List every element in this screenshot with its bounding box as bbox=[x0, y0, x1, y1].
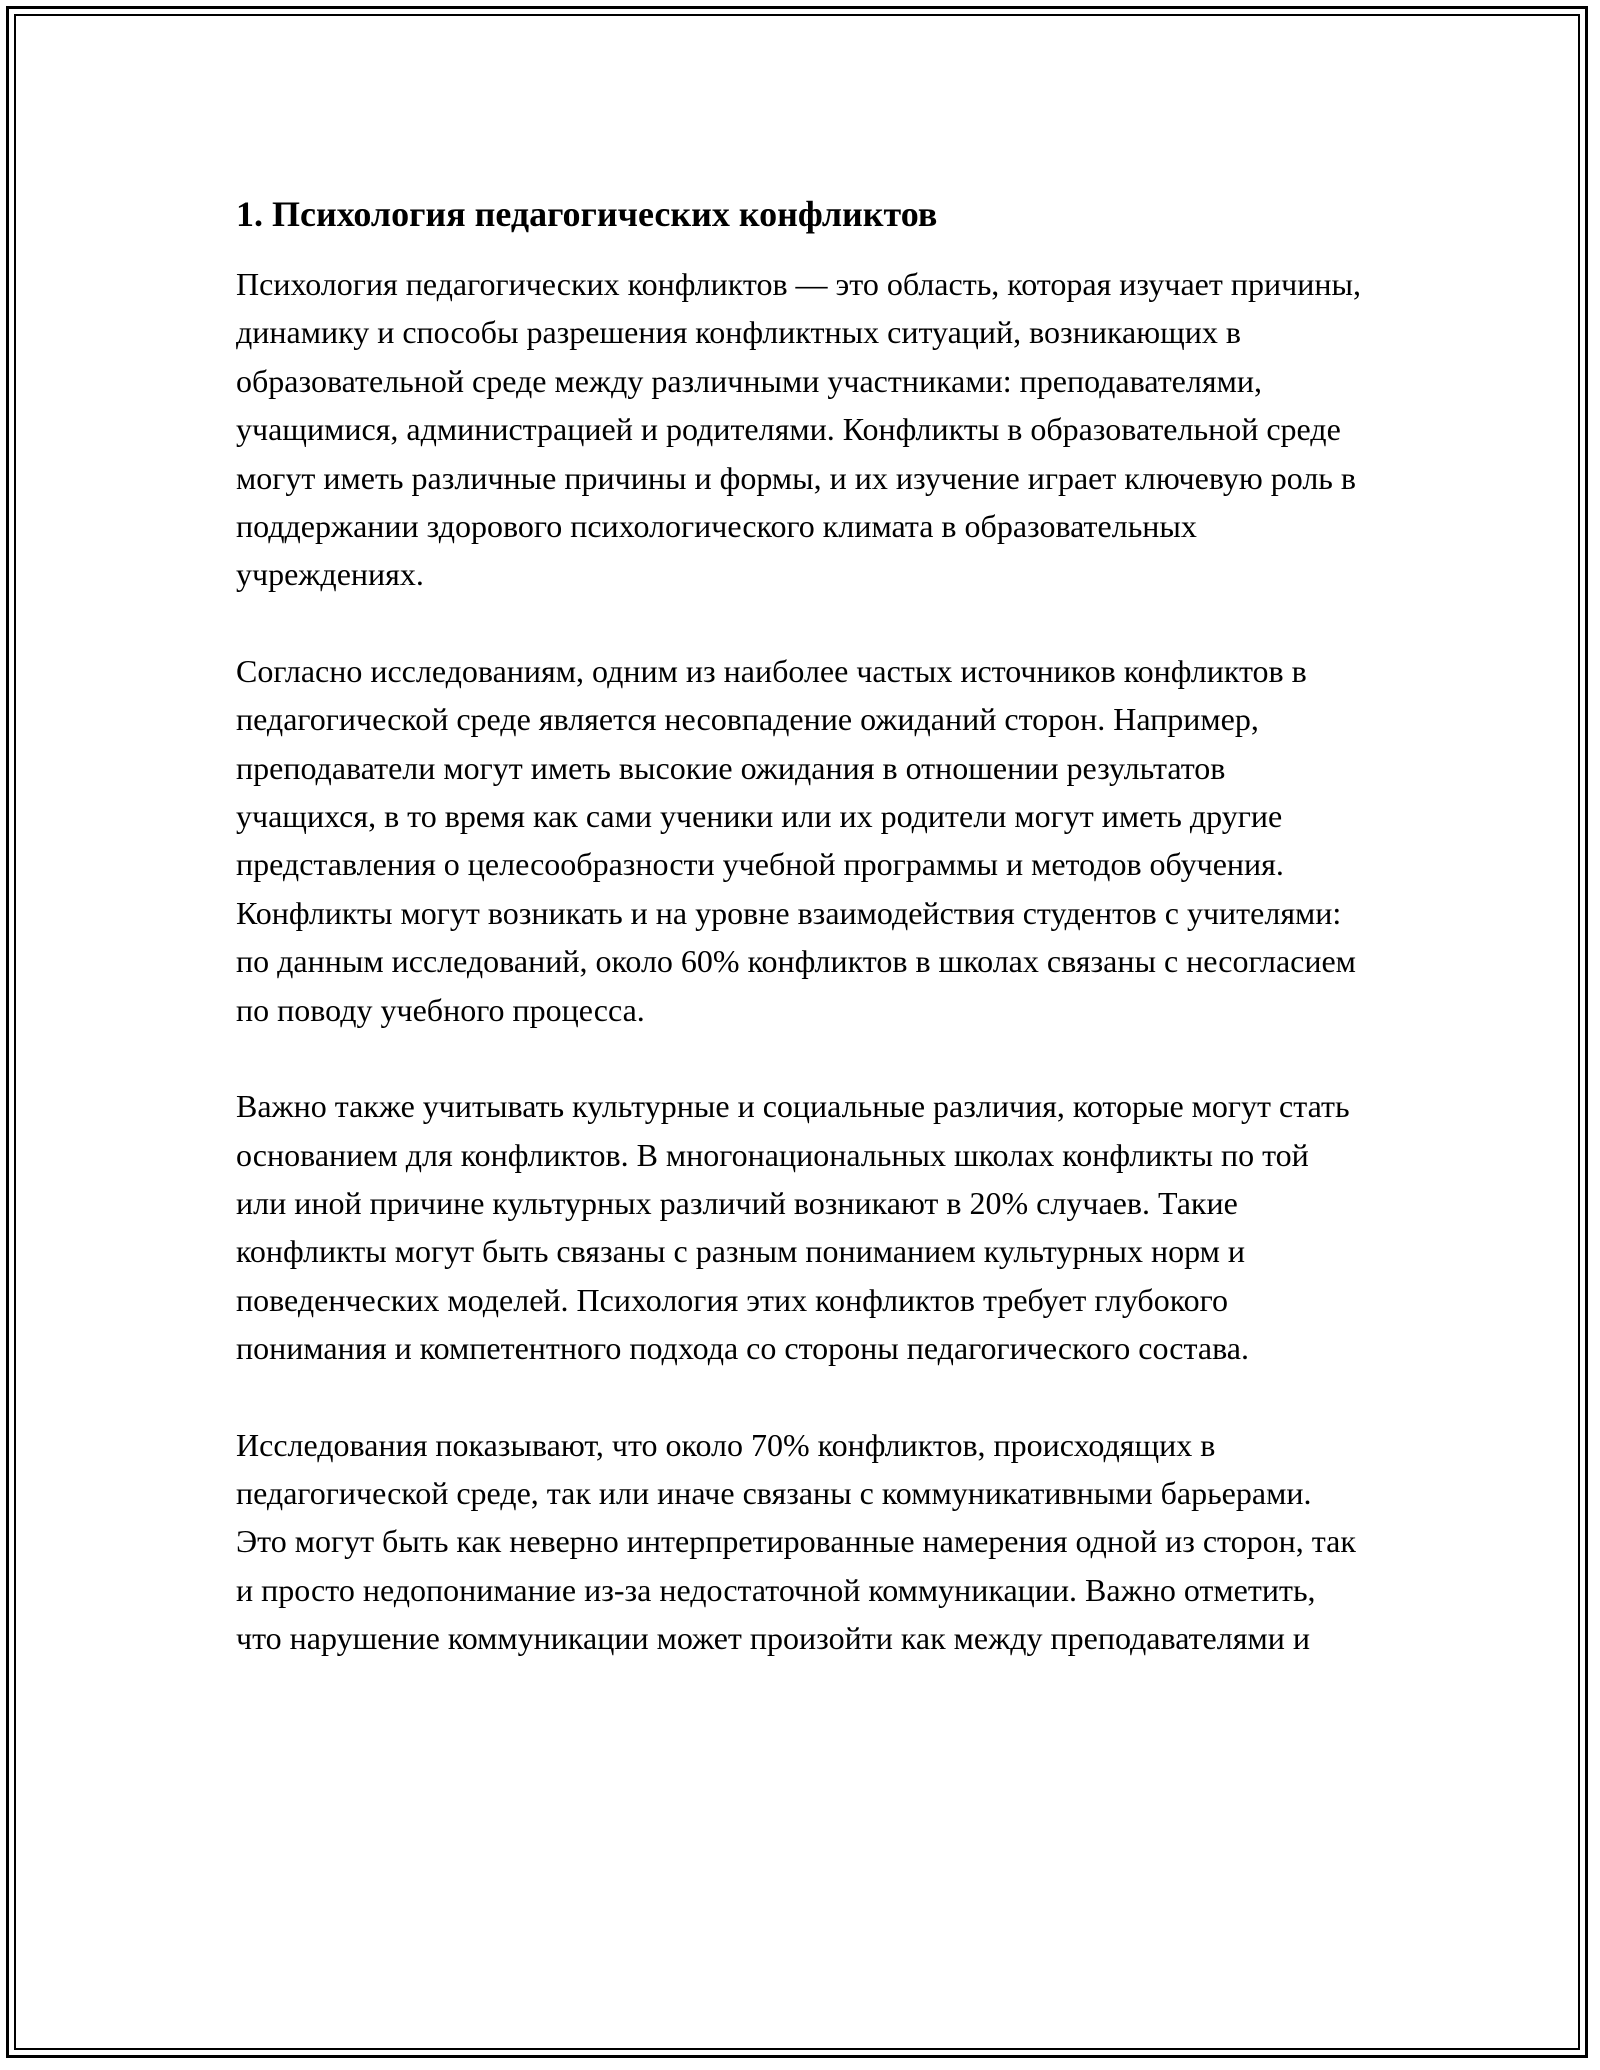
paragraph-cultural-differences: Важно также учитывать культурные и социальные различия, которые могут стать основанием для конфликтов. В многонациональных школах конфликты по той или иной причине культурных различий возникают в 20% случаев. Такие конфликты могут быть связаны с разным пониманием культурных норм и поведенческих моделей. Психология этих конфликтов требует глубокого понимания и компетентного подхода со стороны педагогического состава. bbox=[236, 1088, 1350, 1367]
paragraph-communication-barriers: Исследования показывают, что около 70% конфликтов, происходящих в педагогической среде, так или иначе связаны с коммуникативными барьерами. Это могут быть как неверно интерпретированные намерения одной из сторон, так и просто недопонимание из-за недостаточной коммуникации. Важно отметить, что нарушение коммуникации может произойти как между преподавателями и bbox=[236, 1426, 1356, 1657]
paragraph-expectations: Согласно исследованиям, одним из наиболее частых источников конфликтов в педагогической среде является несовпадение ожиданий сторон. Например, преподаватели могут иметь высокие ожидания в отношении результатов учащихся, в то время как сами ученики или их родители могут иметь другие представления о целесообразности учебной программы и методов обучения. Конфликты могут возникать и на уровне взаимодействия студентов с учителями: по данным исследований, около 60% конфликтов в школах связаны с несогласием по поводу учебного процесса. bbox=[236, 652, 1356, 1028]
section-heading: 1. Психология педагогических конфликтов bbox=[236, 194, 938, 234]
paragraph-intro: Психология педагогических конфликтов — это область, которая изучает причины, динамику и способы разрешения конфликтных ситуаций, возникающих в образовательной среде между различными участниками: преподавателями, учащимися, администрацией и родителями. Конфликты в образовательной среде могут иметь различные причины и формы, и их изучение играет ключевую роль в поддержании здорового психологического климата в образовательных учреждениях. bbox=[236, 266, 1361, 593]
document-body bbox=[236, 190, 1366, 1711]
